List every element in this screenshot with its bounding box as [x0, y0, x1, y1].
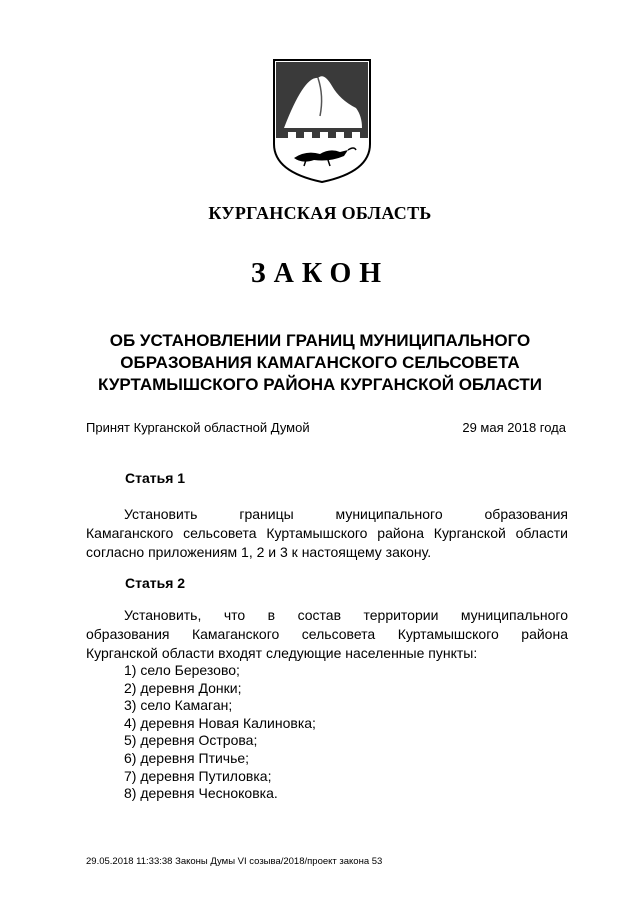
subject-line: ОБ УСТАНОВЛЕНИИ ГРАНИЦ МУНИЦИПАЛЬНОГО — [109, 331, 531, 350]
coat-of-arms-icon — [270, 56, 374, 184]
list-item: 5) деревня Острова; — [124, 732, 258, 749]
text-line: образования Камаганского сельсовета Куртамышского района — [86, 626, 568, 642]
region-title: КУРГАНСКАЯ ОБЛАСТЬ — [208, 203, 432, 223]
article-2-title: Статья 2 — [125, 575, 186, 591]
list-item: 7) деревня Путиловка; — [124, 767, 272, 784]
law-subject-title — [80, 330, 560, 396]
article-2-text — [86, 606, 568, 663]
document-type-title: ЗАКОН — [250, 258, 390, 289]
list-item: 1) село Березово; — [124, 662, 240, 678]
list-item: 3) село Камаган; — [124, 697, 233, 714]
list-item: 2) деревня Донки; — [124, 679, 242, 696]
adopted-by: Принят Курганской областной Думой — [86, 420, 310, 435]
subject-line: ОБРАЗОВАНИЯ КАМАГАНСКОГО СЕЛЬСОВЕТА — [120, 353, 520, 372]
settlements-list — [124, 662, 316, 803]
text-line: Установить границы муниципального образования — [124, 506, 568, 522]
list-item: 6) деревня Птичье; — [124, 749, 250, 766]
article-1-text — [86, 505, 568, 562]
text-line: согласно приложениям 1, 2 и 3 к настоящему закону. — [86, 544, 432, 560]
footer-filepath: 29.05.2018 11:33:38 Законы Думы VI созыва/2018/проект закона 53 — [86, 856, 383, 867]
text-line: Курганской области входят следующие населенные пункты: — [86, 645, 478, 661]
text-line: Установить, что в состав территории муниципального — [124, 607, 568, 623]
subject-line: КУРТАМЫШСКОГО РАЙОНА КУРГАНСКОЙ ОБЛАСТИ — [98, 375, 542, 394]
adopted-date: 29 мая 2018 года — [462, 420, 566, 435]
list-item: 8) деревня Чесноковка. — [124, 785, 278, 802]
article-1-title: Статья 1 — [125, 470, 186, 486]
text-line: Камаганского сельсовета Куртамышского района Курганской области — [86, 525, 568, 541]
list-item: 4) деревня Новая Калиновка; — [124, 714, 316, 731]
